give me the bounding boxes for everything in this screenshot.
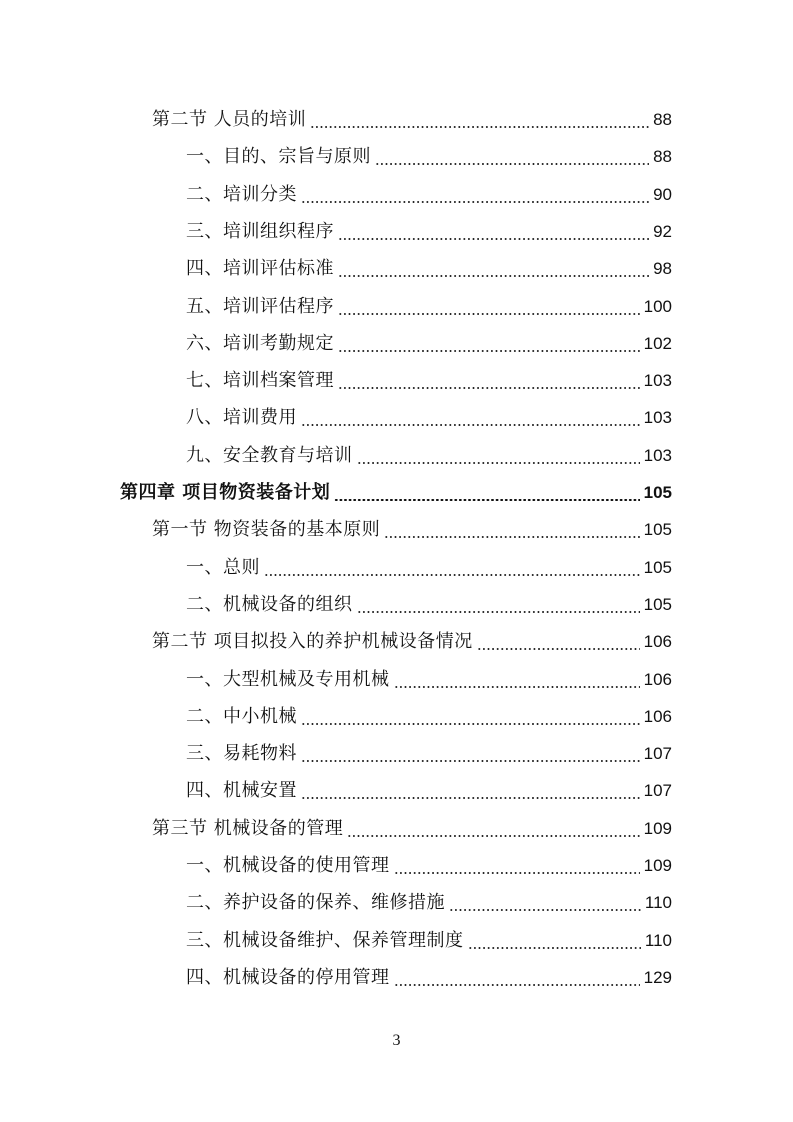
- toc-entry-title: 六、培训考勤规定: [186, 332, 334, 354]
- dot-leader: [384, 536, 639, 538]
- dot-leader: [394, 872, 640, 874]
- toc-entry-title: 九、安全教育与培训: [186, 444, 353, 466]
- toc-entry-title: 一、目的、宗旨与原则: [186, 146, 371, 168]
- toc-entry-title: 二、机械设备的组织: [186, 593, 353, 615]
- dot-leader: [338, 387, 640, 389]
- dot-leader: [301, 201, 649, 203]
- toc-entry-title: 三、培训组织程序: [186, 220, 334, 242]
- toc-entry-page: 98: [653, 259, 672, 279]
- toc-entry-title: 一、大型机械及专用机械: [186, 668, 390, 690]
- toc-item[interactable]: [186, 213, 672, 250]
- dot-leader: [394, 686, 640, 688]
- dot-leader: [338, 238, 649, 240]
- toc-item[interactable]: [186, 959, 672, 996]
- toc-section[interactable]: [152, 511, 672, 548]
- toc-entry-page: 105: [643, 483, 672, 502]
- toc-entry-page: 88: [653, 147, 672, 167]
- toc-entry-title: 一、机械设备的使用管理: [186, 855, 390, 876]
- toc-chapter[interactable]: [120, 474, 672, 511]
- toc-item[interactable]: [186, 437, 672, 474]
- toc-item[interactable]: [186, 772, 672, 809]
- toc-entry-title: 七、培训档案管理: [186, 370, 334, 392]
- dot-leader: [357, 462, 640, 464]
- toc-entry-page: 110: [644, 893, 672, 913]
- toc-entry-page: 110: [644, 930, 672, 950]
- dot-leader: [301, 723, 640, 725]
- toc-entry-page: 109: [643, 856, 672, 875]
- toc-item[interactable]: [186, 922, 672, 959]
- toc-entry-title: 三、机械设备维护、保养管理制度: [186, 929, 464, 951]
- toc-entry-title: 四、机械安置: [186, 780, 297, 802]
- toc-section[interactable]: [152, 101, 672, 138]
- toc-entry-page: 109: [643, 818, 672, 838]
- dot-leader: [468, 947, 641, 949]
- dot-leader: [264, 574, 640, 576]
- toc-entry-title: 三、易耗物料: [186, 743, 297, 765]
- toc-entry-page: 90: [653, 184, 672, 204]
- toc-entry-page: 103: [643, 445, 672, 465]
- toc-entry-page: 103: [643, 371, 672, 391]
- toc-entry-title: 第二节 人员的培训: [152, 109, 307, 130]
- dot-leader: [310, 126, 649, 128]
- toc-item[interactable]: [186, 735, 672, 772]
- toc-entry-page: 100: [643, 296, 672, 316]
- dot-leader: [394, 984, 640, 986]
- toc-entry-page: 107: [643, 781, 672, 801]
- toc-item[interactable]: [186, 362, 672, 399]
- toc-item[interactable]: [186, 399, 672, 436]
- toc-entry-page: 102: [643, 333, 672, 353]
- dot-leader: [477, 648, 640, 650]
- toc-entry-title: 五、培训评估程序: [186, 295, 334, 317]
- toc-entry-page: 105: [643, 594, 672, 614]
- toc-entry-page: 106: [643, 632, 672, 652]
- toc-item[interactable]: [186, 549, 672, 586]
- dot-leader: [301, 797, 640, 799]
- toc-item[interactable]: [186, 138, 672, 175]
- dot-leader: [338, 275, 649, 277]
- toc-item[interactable]: [186, 661, 672, 698]
- toc-entry-page: 106: [643, 706, 672, 726]
- dot-leader: [347, 835, 639, 837]
- toc-entry-title: 第三节 机械设备的管理: [152, 817, 344, 839]
- toc-entry-page: 105: [643, 557, 672, 577]
- toc-entry-title: 第二节 项目拟投入的养护机械设备情况: [152, 631, 473, 653]
- toc-item[interactable]: [186, 884, 672, 921]
- toc-entry-title: 四、培训评估标准: [186, 258, 334, 280]
- dot-leader: [338, 350, 640, 352]
- toc-entry-page: 107: [643, 744, 672, 764]
- toc-entry-page: 92: [653, 221, 672, 241]
- toc-entry-title: 八、培训费用: [186, 407, 297, 429]
- toc-entry-page: 106: [643, 669, 672, 689]
- toc-entry-title: 二、中小机械: [186, 705, 297, 727]
- toc-entry-page: 88: [653, 110, 672, 129]
- toc-entry-page: 103: [643, 408, 672, 428]
- toc-entry-title: 四、机械设备的停用管理: [186, 966, 390, 988]
- toc-entry-title: 二、养护设备的保养、维修措施: [186, 892, 445, 914]
- toc-item[interactable]: [186, 586, 672, 623]
- toc-entry-page: 129: [643, 967, 672, 987]
- page-number: 3: [392, 1032, 401, 1049]
- toc-entry-page: 105: [643, 520, 672, 540]
- dot-leader: [301, 424, 640, 426]
- toc-section[interactable]: [152, 810, 672, 847]
- toc-section[interactable]: [152, 623, 672, 660]
- toc-item[interactable]: [186, 847, 672, 884]
- toc-item[interactable]: [186, 325, 672, 362]
- toc-item[interactable]: [186, 176, 672, 213]
- toc-entry-title: 第一节 物资装备的基本原则: [152, 519, 381, 541]
- dot-leader: [357, 611, 640, 613]
- dot-leader: [449, 909, 641, 911]
- dot-leader: [375, 163, 649, 165]
- toc-entry-title: 二、培训分类: [186, 183, 297, 205]
- toc-entry-title: 第四章 项目物资装备计划: [120, 482, 331, 503]
- dot-leader: [338, 313, 640, 315]
- toc-item[interactable]: [186, 250, 672, 287]
- dot-leader: [301, 760, 640, 762]
- toc-item[interactable]: [186, 698, 672, 735]
- toc-item[interactable]: [186, 288, 672, 325]
- dot-leader: [334, 499, 639, 501]
- toc-entry-title: 一、总则: [186, 556, 260, 578]
